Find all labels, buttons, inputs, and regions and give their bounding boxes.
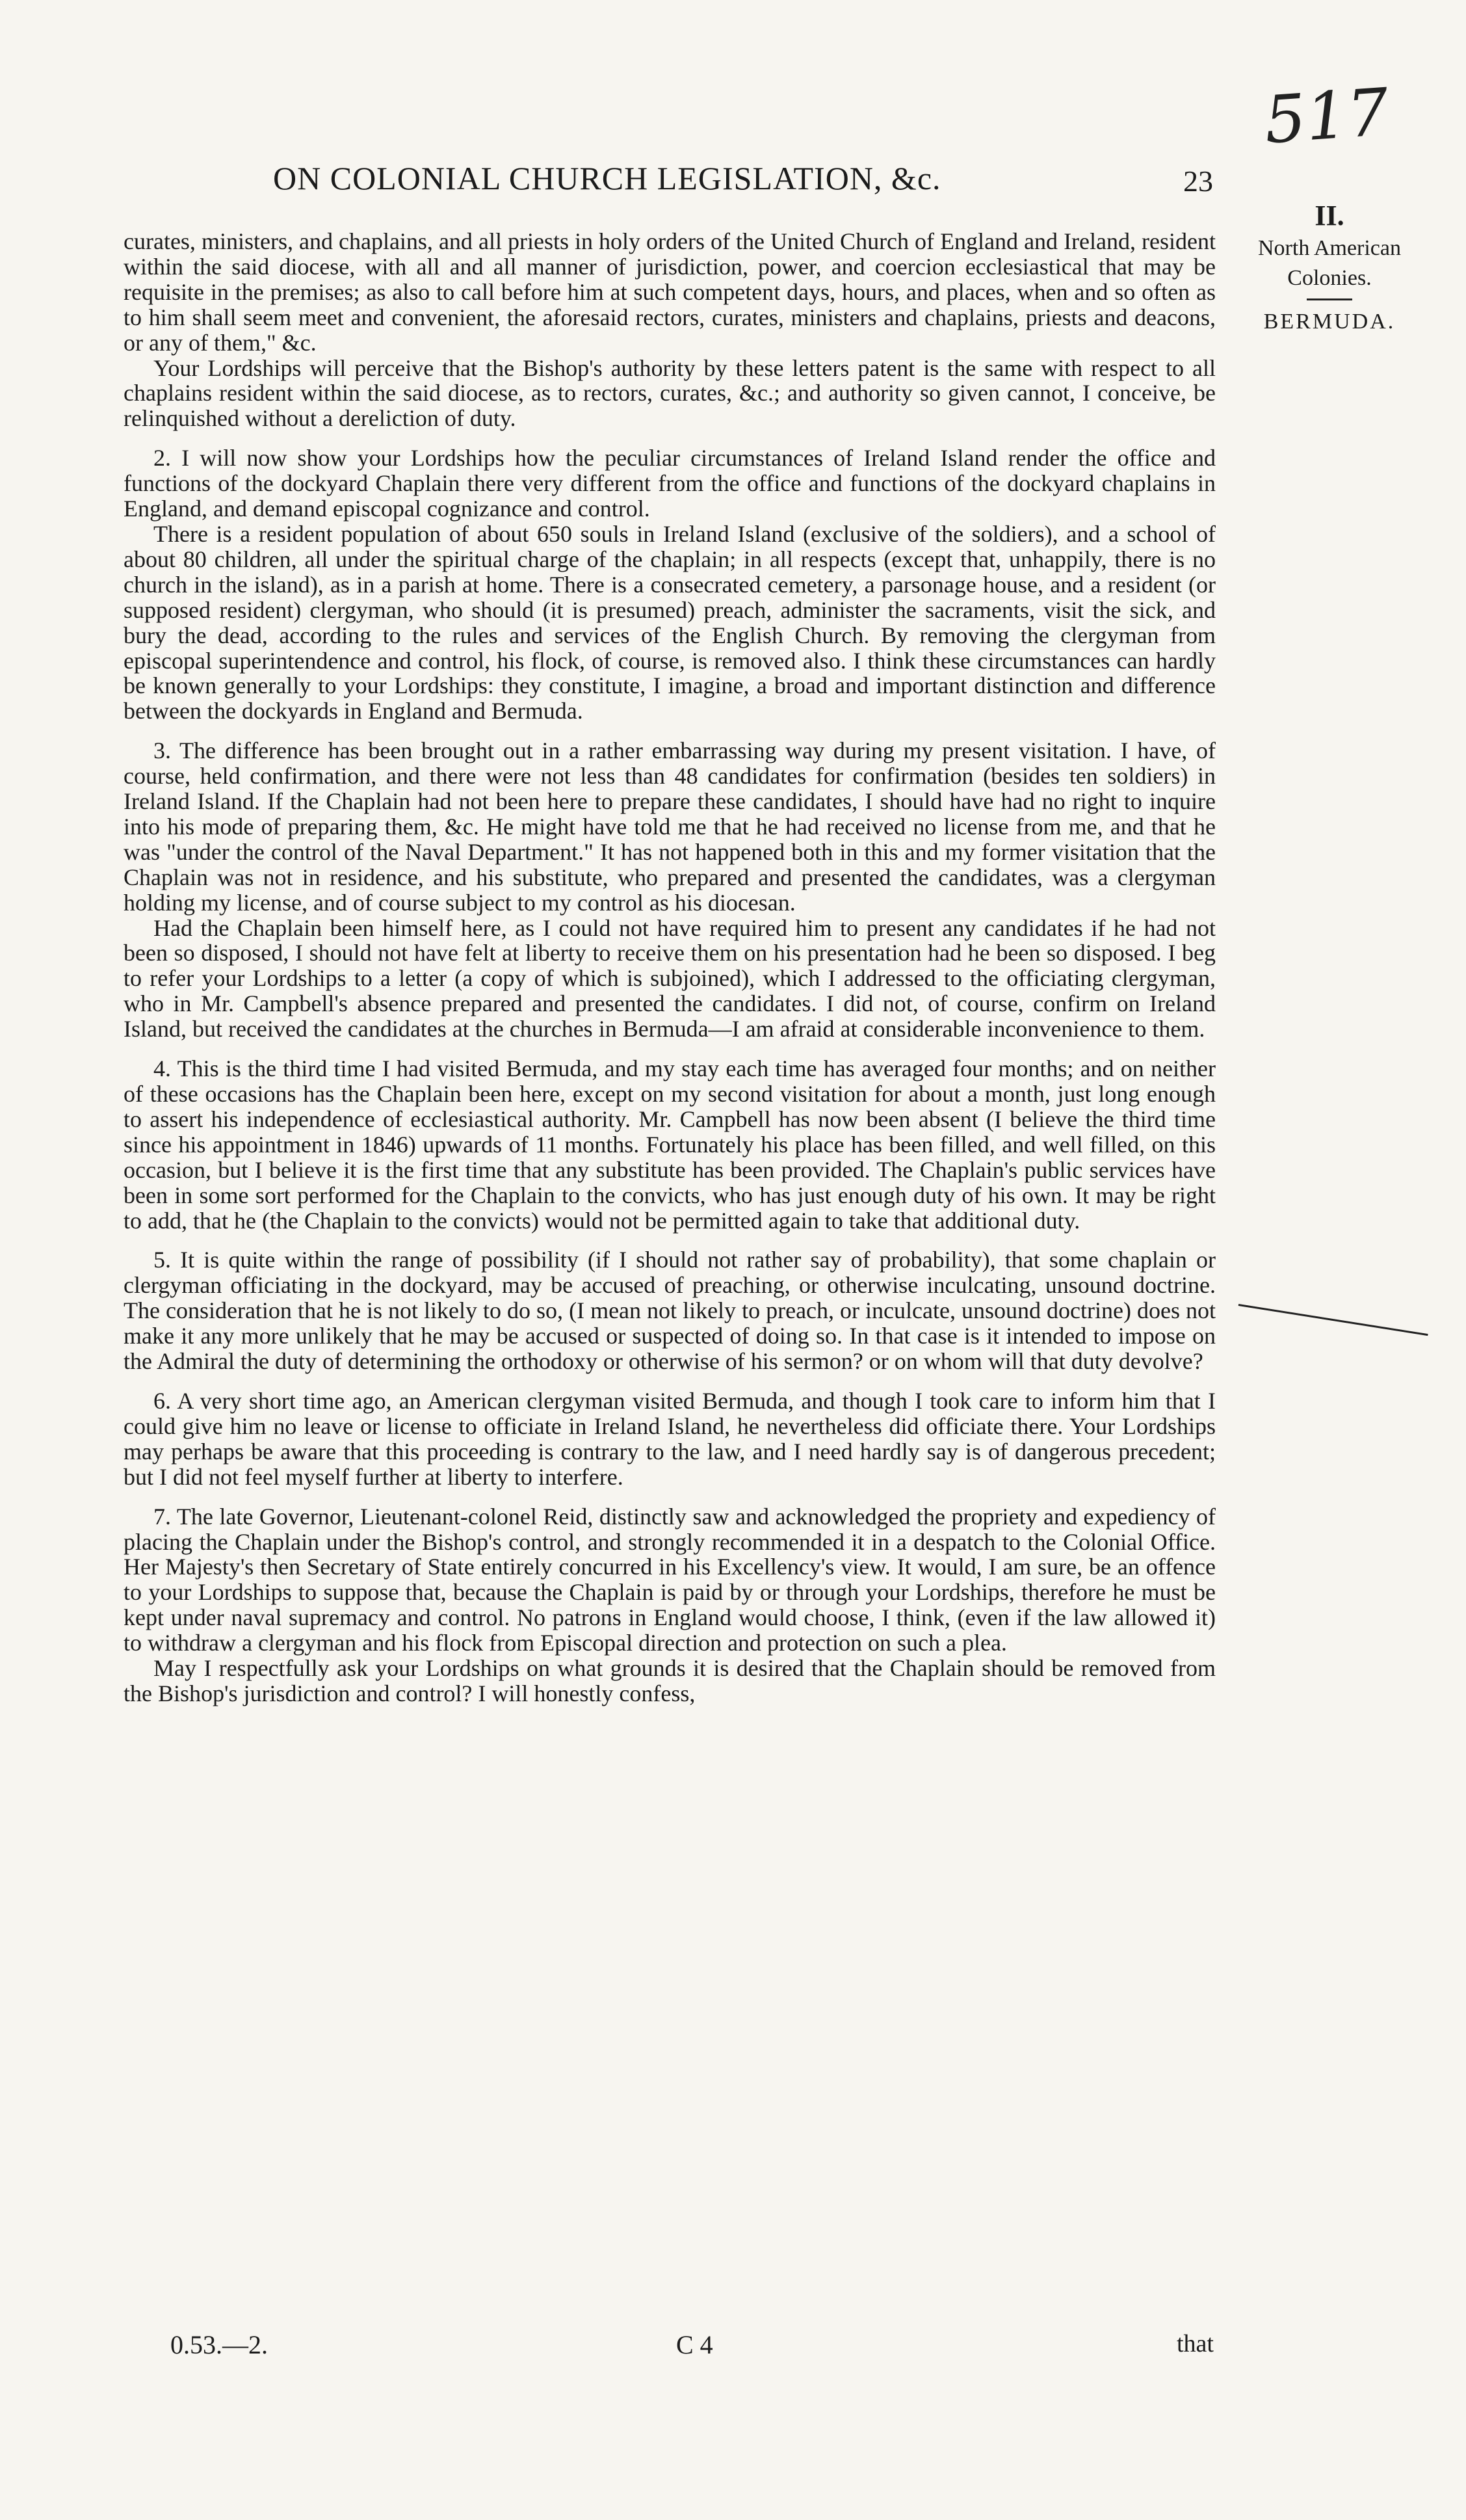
margin-place: BERMUDA. xyxy=(1263,310,1396,334)
body-text xyxy=(124,229,1216,1706)
paragraph: 7. The late Governor, Lieutenant-colonel Reid, distinctly saw and acknowledged the propriety and expediency of placing the Chaplain under the Bishop's control, and strongly recommended it in a despatch to the Colonial Office. Her Majesty's then Secretary of State entirely concurred in his Excellency's view. It would, I am sure, be an offence to your Lordships to suppose that, because the Chaplain is paid by or through your Lordships, therefore he must be kept under naval supremacy and control. No patrons in England would choose, I think, (even if the law allowed it) to withdraw a clergyman and his flock from Episcopal direction and protection on such a plea. xyxy=(124,1503,1216,1656)
paragraph: Your Lordships will perceive that the Bishop's authority by these letters patent is the same with respect to all chaplains resident within the said diocese, as to rectors, curates, &c.; and authority so given cannot, I conceive, be relinquished without a dereliction of duty. xyxy=(124,354,1216,432)
page-number: 23 xyxy=(1183,165,1213,198)
margin-section-number: II. xyxy=(1315,200,1344,232)
paragraph: There is a resident population of about 650 souls in Ireland Island (exclusive of the soldiers), and a school of about 80 children, all under the spiritual charge of the chaplain; in all respects (except that, unhappily, there is no church in the island), as in a parish at home. There is a consecrated cemetery, a parsonage house, and a resident (or supposed resident) clergyman, who should (it is presumed) preach, administer the sacraments, visit the sick, and bury the dead, according to the rules and services of the English Church. By removing the clergyman from episcopal superintendence and control, his flock, of course, is removed also. I think these circumstances can hardly be known generally to your Lordships: they constitute, I imagine, a broad and important distinction and difference between the dockyards in England and Bermuda. xyxy=(124,520,1216,724)
paragraph: 2. I will now show your Lordships how the peculiar circumstances of Ireland Island render the office and functions of the dockyard Chaplain there very different from the office and functions of the dockyard chaplains in England, and demand episcopal cognizance and control. xyxy=(124,445,1216,522)
paragraph: Had the Chaplain been himself here, as I could not have required him to present any candidates if he had not been so disposed, I should not have felt at liberty to receive them on his presentation had he been so disposed. I beg to refer your Lordships to a letter (a copy of which is subjoined), which I addressed to the officiating clergyman, who in Mr. Campbell's absence prepared and presented the candidates. I did not, of course, confirm on Ireland Island, but received the candidates at the churches in Bermuda—I am afraid at considerable inconvenience to them. xyxy=(124,914,1216,1042)
running-head: ON COLONIAL CHURCH LEGISLATION, &c. xyxy=(273,160,941,196)
paragraph: 6. A very short time ago, an American clergyman visited Bermuda, and though I took care to inform him that I could give him no leave or license to officiate in Ireland Island, he nevertheless did officiate there. Your Lordships may perhaps be aware that this proceeding is contrary to the law, and I need hardly say is of dangerous precedent; but I did not feel myself further at liberty to interfere. xyxy=(124,1387,1216,1490)
margin-section-line2: Colonies. xyxy=(1287,266,1372,290)
margin-note xyxy=(1229,198,1430,337)
margin-pointer-line xyxy=(1238,1304,1428,1336)
handwritten-folio-number: 517 xyxy=(1262,73,1391,159)
paragraph: 3. The difference has been brought out in a rather embarrassing way during my present visitation. I have, of course, held confirmation, and there were not less than 48 candidates for confirmation (besides ten soldiers) in Ireland Island. If the Chaplain had not been here to prepare these candidates, I should have had no right to inquire into his mode of preparing them, &c. He might have told me that he had received no license from me, and that he was "under the control of the Naval Department." It has not happened both in this and my former visitation that the Chaplain was not in residence, and his substitute, who prepared and presented the candidates, was a clergyman holding my license, and of course subject to my control as his diocesan. xyxy=(124,737,1216,916)
footer-catchword: that xyxy=(1177,2330,1214,2357)
margin-section-line1: North American xyxy=(1258,236,1401,260)
paragraph: 5. It is quite within the range of possibility (if I should not rather say of probability), that some chaplain or clergyman officiating in the dockyard, may be accused of preaching, or otherwise inculcating, unsound doctrine. The consideration that he is not likely to do so, (I mean not likely to preach, or inculcate, unsound doctrine) does not make it any more unlikely that he may be accused or suspected of doing so. In that case is it intended to impose on the Admiral the duty of determining the orthodoxy or otherwise of his sermon? or on whom will that duty devolve? xyxy=(124,1247,1216,1375)
footer-signature-mark: C 4 xyxy=(676,2330,713,2359)
paragraph: curates, ministers, and chaplains, and all priests in holy orders of the United Church of England and Ireland, resident within the said diocese, with all and all manner of jurisdiction, power, and coercion ecclesiastical that may be requisite in the premises; as also to call before him at such competent days, hours, and places, when and so often as to him shall seem meet and convenient, the aforesaid rectors, curates, ministers and chaplains, priests and deacons, or any of them," &c. xyxy=(124,228,1216,356)
margin-divider xyxy=(1307,298,1352,300)
footer-paper-reference: 0.53.—2. xyxy=(170,2330,268,2359)
paragraph: 4. This is the third time I had visited Bermuda, and my stay each time has averaged four months; and on neither of these occasions has the Chaplain been here, except on my second visitation for about a month, just long enough to assert his independence of ecclesiastical authority. Mr. Campbell has now been absent (I believe the third time since his appointment in 1846) upwards of 11 months. Fortunately his place has been filled, and well filled, on this occasion, but I believe it is the first time that any substitute has been provided. The Chaplain's public services have been in some sort performed for the Chaplain to the convicts, who has just enough duty of his own. It may be right to add, that he (the Chaplain to the convicts) would not be permitted again to take that additional duty. xyxy=(124,1055,1216,1234)
paragraph: May I respectfully ask your Lordships on what grounds it is desired that the Chaplain should be removed from the Bishop's jurisdiction and control? I will honestly confess, xyxy=(124,1655,1216,1706)
